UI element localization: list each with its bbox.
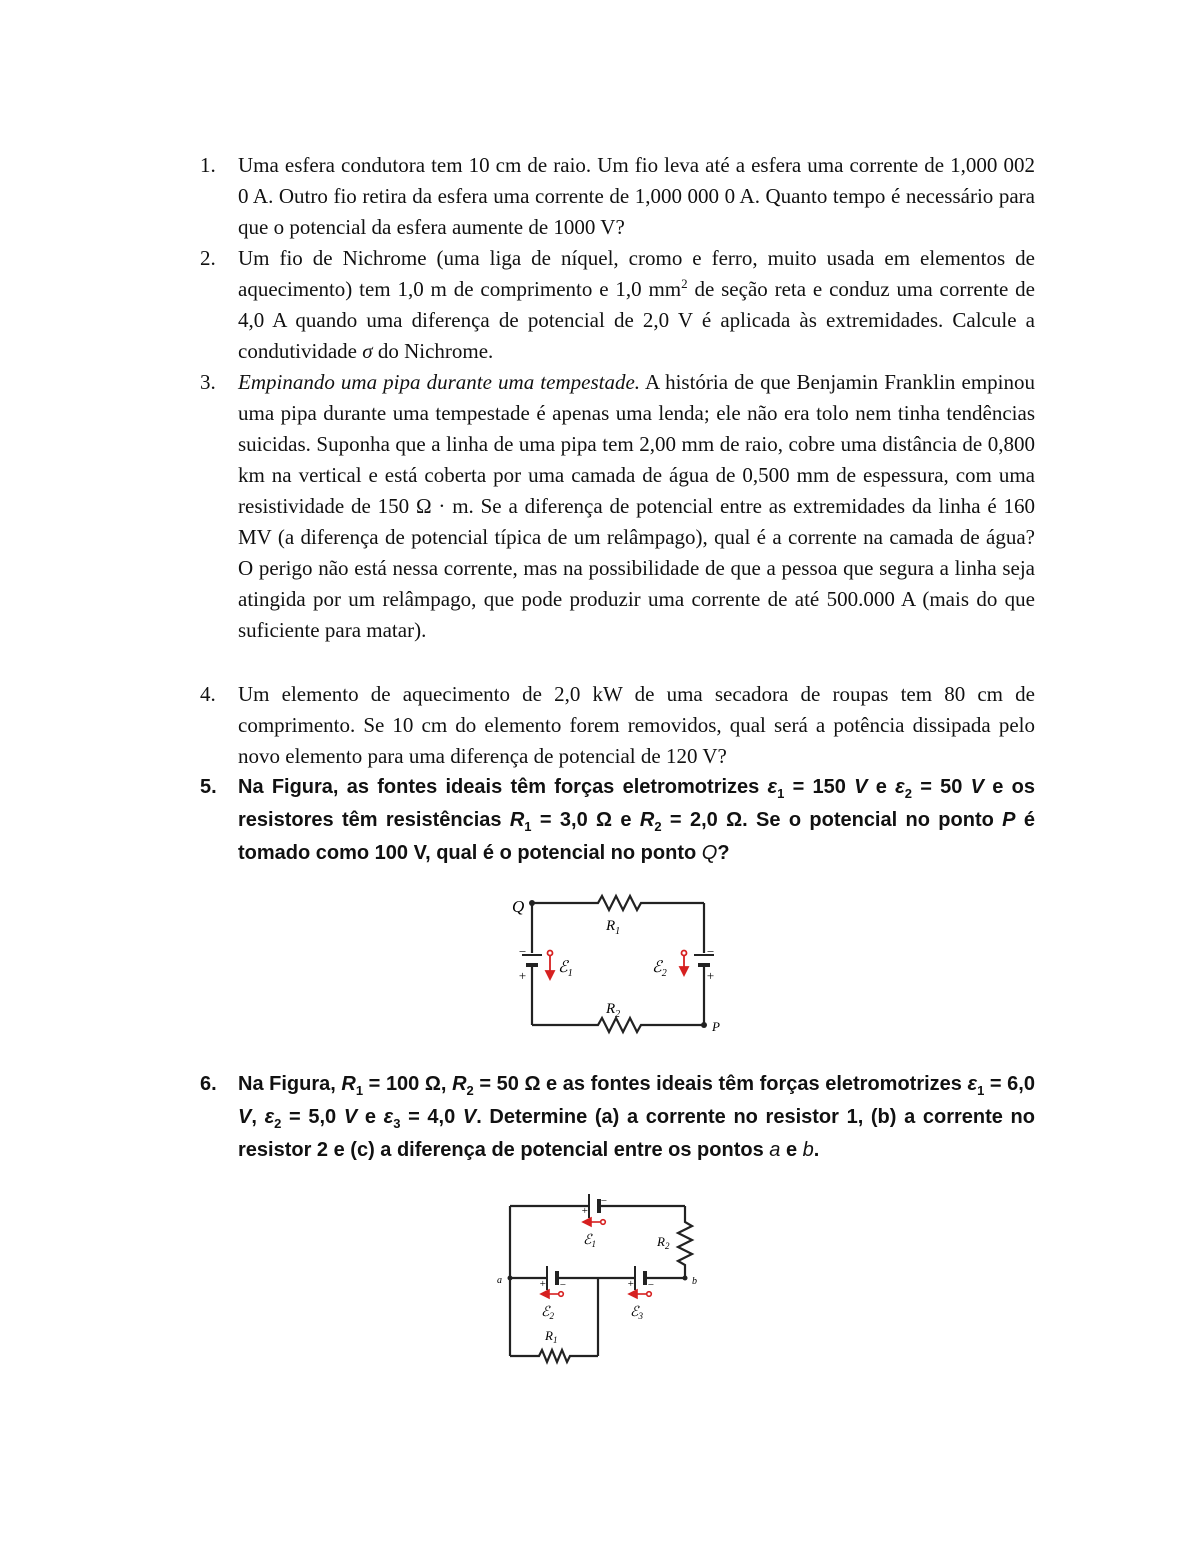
emf1-arrow-tail (601, 1220, 606, 1225)
subscript: 2 (904, 786, 912, 801)
battery3-plus: + (627, 1278, 635, 1290)
emf3-arrow-head (629, 1290, 637, 1298)
circuit-figure-1 (500, 885, 740, 1045)
text-part: e os resistores têm resistências (238, 776, 1035, 831)
subscript: 2 (654, 819, 662, 834)
text-part: Na Figura, as fontes ideais têm forças eletromotrizes (238, 776, 768, 798)
text-part: de seção reta e conduz uma corrente de 4,0 A quando uma diferença de potencial de 2,0 V é aplicada às extremidades. Calcule a condutividade (238, 277, 1035, 363)
emf1-arrow-head (583, 1218, 591, 1226)
emf-symbol: ε (264, 1106, 275, 1128)
text-part: = 3,0 Ω e (531, 809, 640, 831)
battery2-minus: − (559, 1279, 567, 1291)
problem-number: 4. (200, 682, 216, 706)
problem-6 (200, 1068, 1035, 1167)
right-wire-r2 (678, 1206, 692, 1278)
text-part: . Determine (a) a corrente no resistor 1, (b) a corrente no resistor 2 e (c) a diferença de potencial entre os pontos (238, 1106, 1035, 1161)
battery1-plus: + (581, 1205, 589, 1217)
emf2-arrow-head (541, 1290, 549, 1298)
emf2-arrow-tail (559, 1292, 564, 1297)
text-part: do Nichrome. (372, 339, 494, 363)
circuit-figure-2 (495, 1188, 715, 1368)
resistor-symbol: R (341, 1073, 356, 1095)
subscript: 2 (466, 1083, 474, 1098)
problem-text (238, 243, 1035, 367)
unit: V (854, 776, 868, 798)
resistor-symbol: R (509, 809, 525, 831)
label-r2: $R_2$ (657, 1234, 670, 1251)
emf1-arrow-tail (548, 951, 553, 956)
problem-text: Um elemento de aquecimento de 2,0 kW de uma secadora de roupas tem 80 cm de comprimento. Se 10 cm do elemento forem removidos, qual será a potência dissipada pelo novo elemento para uma diferença de potencial de 120 V? (238, 682, 1035, 768)
text-part: Na Figura, (238, 1073, 342, 1095)
problem-1 (200, 150, 1035, 243)
label-emf2: ℰ$_2$ (652, 959, 667, 979)
text-part: = 50 (911, 776, 971, 798)
subscript: 1 (355, 1083, 364, 1098)
problem-text: Uma esfera condutora tem 10 cm de raio. Um fio leva até a esfera uma corrente de 1,000 002 0 A. Outro fio retira da esfera uma corrente de 1,000 000 0 A. Quanto tempo é necessário para que o potencial da esfera aumente de 1000 V? (238, 153, 1035, 239)
text-part: Um fio de Nichrome (uma liga de níquel, cromo e ferro, muito usada em elementos de aquecimento) tem 1,0 m de comprimento e 1,0 mm (238, 246, 1035, 301)
emf2-arrow-tail (682, 951, 687, 956)
text-part: = 4,0 (400, 1106, 463, 1128)
problem-number: 1. (200, 153, 216, 177)
node-q (529, 900, 535, 906)
text-part: = 6,0 (984, 1073, 1035, 1095)
top-wire-r1 (532, 896, 704, 910)
problem-2 (200, 243, 1035, 367)
point-label: P (1002, 809, 1016, 831)
label-emf1: ℰ$_1$ (558, 959, 573, 979)
subscript: 3 (393, 1116, 401, 1131)
unit: V (238, 1106, 252, 1128)
text-part: = 50 Ω e as fontes ideais têm forças eletromotrizes (473, 1073, 968, 1095)
label-r2: $R_2$ (606, 1001, 621, 1020)
text-part: = 150 (784, 776, 855, 798)
subscript: 1 (977, 1083, 985, 1098)
emf-symbol: ε (383, 1106, 394, 1128)
unit: V (970, 776, 985, 798)
point-label: b (802, 1139, 814, 1161)
resistor-symbol: R (639, 809, 655, 831)
point-label: a (769, 1139, 781, 1161)
battery2-minus: − (706, 944, 715, 959)
problem-number: 5. (200, 776, 217, 798)
node-b (683, 1276, 688, 1281)
emf-symbol: ε (767, 776, 778, 798)
text-part: . (813, 1139, 820, 1161)
text-part: = 2,0 Ω. Se o potencial no ponto (661, 809, 1003, 831)
battery1-minus: − (600, 1195, 608, 1207)
problem-text (238, 771, 1035, 870)
unit: V (343, 1106, 358, 1128)
emf1-arrow-head (546, 971, 554, 979)
problem-4 (200, 679, 1035, 772)
resistor-symbol: R (452, 1073, 467, 1095)
text-part: A história de que Benjamin Franklin empinou uma pipa durante uma tempestade é apenas uma lenda; ele não era tolo nem tinha tendências suicidas. Suponha que a linha de uma pipa tem 2,00 mm de raio, cobre uma distância de 0,800 km na vertical e está coberta por uma camada de água de 0,500 mm de espessura, com uma resistividade de 150 Ω · m. Se a diferença de potencial entre as extremidades da linha é 160 MV (a diferença de potencial típica de um relâmpago), qual é a corrente na camada de água? O perigo não está nessa corrente, mas na possibilidade de que a pessoa que segura a linha seja atingida por um relâmpago, que pode produzir uma corrente de até 500.000 A (mais do que suficiente para matar). (238, 370, 1035, 642)
battery2-plus: + (539, 1278, 547, 1290)
text-part: = 100 Ω, (363, 1073, 453, 1095)
text-part: e (867, 776, 896, 798)
point-label: Q (701, 842, 718, 864)
problem-number: 2. (200, 246, 216, 270)
problem-number: 6. (200, 1073, 217, 1095)
emf-symbol: ε (895, 776, 905, 798)
label-q: Q (512, 897, 525, 916)
text-part: e (780, 1139, 803, 1161)
problem-5 (200, 771, 1035, 870)
bottom-wire-r2 (532, 1018, 704, 1032)
label-emf3: ℰ$_3$ (630, 1305, 643, 1321)
superscript: 2 (681, 276, 688, 291)
text-part: = 5,0 (281, 1106, 344, 1128)
label-r1: $R_1$ (545, 1328, 558, 1345)
battery1-plus: + (518, 968, 527, 983)
bottom-wire-r1 (510, 1350, 598, 1362)
problem-title: Empinando uma pipa durante uma tempestade. (238, 370, 641, 394)
text-part: e (357, 1106, 384, 1128)
label-emf1: ℰ$_1$ (583, 1233, 596, 1249)
label-emf2: ℰ$_2$ (541, 1305, 554, 1321)
battery2-plus: + (706, 968, 715, 983)
emf-symbol: ε (967, 1073, 978, 1095)
label-a: a (497, 1275, 502, 1286)
sigma-symbol: σ (362, 339, 373, 363)
text-part: , (251, 1106, 265, 1128)
battery3-minus: − (647, 1279, 655, 1291)
problem-number: 3. (200, 370, 216, 394)
battery1-minus: − (518, 944, 527, 959)
text-part: ? (717, 842, 730, 864)
label-b: b (692, 1276, 697, 1287)
problem-text (238, 367, 1035, 646)
subscript: 1 (524, 819, 532, 834)
node-a (508, 1276, 513, 1281)
subscript: 1 (777, 786, 785, 801)
problem-3 (200, 367, 1035, 646)
unit: V (462, 1106, 477, 1128)
emf3-arrow-tail (647, 1292, 652, 1297)
emf2-arrow-head (680, 967, 688, 975)
label-p: P (712, 1019, 720, 1034)
node-p (701, 1022, 707, 1028)
label-r1: $R_1$ (606, 918, 621, 937)
text-part: é tomado como 100 V, qual é o potencial no ponto (238, 809, 1035, 864)
subscript: 2 (274, 1116, 282, 1131)
problem-text (238, 1068, 1035, 1167)
